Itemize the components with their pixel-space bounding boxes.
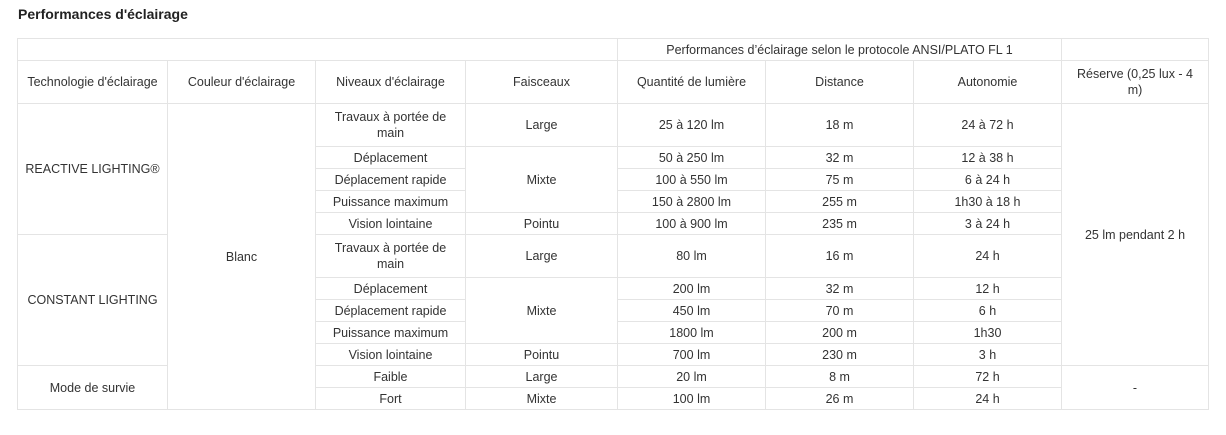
distance-cell: 16 m <box>766 235 914 278</box>
niveau-cell: Travaux à portée de main <box>316 104 466 147</box>
distance-cell: 255 m <box>766 191 914 213</box>
niveau-cell: Fort <box>316 388 466 410</box>
header-quantite: Quantité de lumière <box>618 61 766 104</box>
niveau-cell: Vision lointaine <box>316 213 466 235</box>
faisceau-cell: Pointu <box>466 213 618 235</box>
faisceau-cell: Mixte <box>466 278 618 344</box>
quantite-cell: 20 lm <box>618 366 766 388</box>
autonomie-cell: 6 à 24 h <box>914 169 1062 191</box>
distance-cell: 32 m <box>766 278 914 300</box>
quantite-cell: 1800 lm <box>618 322 766 344</box>
faisceau-cell: Mixte <box>466 147 618 213</box>
autonomie-cell: 24 à 72 h <box>914 104 1062 147</box>
header-niveaux: Niveaux d'éclairage <box>316 61 466 104</box>
autonomie-cell: 24 h <box>914 235 1062 278</box>
page-title: Performances d'éclairage <box>18 6 188 22</box>
column-header-row <box>18 61 1209 104</box>
niveau-cell: Faible <box>316 366 466 388</box>
quantite-cell: 450 lm <box>618 300 766 322</box>
autonomie-cell: 3 à 24 h <box>914 213 1062 235</box>
niveau-cell: Déplacement rapide <box>316 300 466 322</box>
faisceau-cell: Pointu <box>466 344 618 366</box>
distance-cell: 230 m <box>766 344 914 366</box>
distance-cell: 32 m <box>766 147 914 169</box>
header-distance: Distance <box>766 61 914 104</box>
faisceau-cell: Large <box>466 235 618 278</box>
table-row <box>18 104 1209 147</box>
quantite-cell: 700 lm <box>618 344 766 366</box>
distance-cell: 8 m <box>766 366 914 388</box>
header-faisceaux: Faisceaux <box>466 61 618 104</box>
group-header-row <box>18 39 1209 61</box>
niveau-cell: Déplacement rapide <box>316 169 466 191</box>
quantite-cell: 100 à 550 lm <box>618 169 766 191</box>
faisceau-cell: Large <box>466 104 618 147</box>
autonomie-cell: 12 h <box>914 278 1062 300</box>
distance-cell: 235 m <box>766 213 914 235</box>
quantite-cell: 25 à 120 lm <box>618 104 766 147</box>
autonomie-cell: 3 h <box>914 344 1062 366</box>
distance-cell: 18 m <box>766 104 914 147</box>
group-header-cell: Performances d’éclairage selon le protocole ANSI/PLATO FL 1 <box>618 39 1062 61</box>
autonomie-cell: 12 à 38 h <box>914 147 1062 169</box>
header-couleur: Couleur d'éclairage <box>168 61 316 104</box>
niveau-cell: Déplacement <box>316 278 466 300</box>
empty-header-cell <box>18 39 618 61</box>
autonomie-cell: 1h30 à 18 h <box>914 191 1062 213</box>
autonomie-cell: 72 h <box>914 366 1062 388</box>
niveau-cell: Déplacement <box>316 147 466 169</box>
quantite-cell: 200 lm <box>618 278 766 300</box>
technology-cell-reactive: REACTIVE LIGHTING® <box>18 104 168 235</box>
quantite-cell: 100 à 900 lm <box>618 213 766 235</box>
niveau-cell: Travaux à portée de main <box>316 235 466 278</box>
technology-cell-survie: Mode de survie <box>18 366 168 410</box>
performance-table <box>17 38 1209 410</box>
faisceau-cell: Large <box>466 366 618 388</box>
reserve-cell-survie: - <box>1062 366 1209 410</box>
distance-cell: 26 m <box>766 388 914 410</box>
autonomie-cell: 6 h <box>914 300 1062 322</box>
header-reserve: Réserve (0,25 lux - 4 m) <box>1062 61 1209 104</box>
niveau-cell: Puissance maximum <box>316 191 466 213</box>
autonomie-cell: 24 h <box>914 388 1062 410</box>
quantite-cell: 100 lm <box>618 388 766 410</box>
quantite-cell: 80 lm <box>618 235 766 278</box>
niveau-cell: Puissance maximum <box>316 322 466 344</box>
quantite-cell: 50 à 250 lm <box>618 147 766 169</box>
header-technologie: Technologie d'éclairage <box>18 61 168 104</box>
niveau-cell: Vision lointaine <box>316 344 466 366</box>
distance-cell: 75 m <box>766 169 914 191</box>
reserve-cell: 25 lm pendant 2 h <box>1062 104 1209 366</box>
header-autonomie: Autonomie <box>914 61 1062 104</box>
distance-cell: 200 m <box>766 322 914 344</box>
couleur-cell: Blanc <box>168 104 316 410</box>
empty-header-cell <box>1062 39 1209 61</box>
distance-cell: 70 m <box>766 300 914 322</box>
quantite-cell: 150 à 2800 lm <box>618 191 766 213</box>
autonomie-cell: 1h30 <box>914 322 1062 344</box>
technology-cell-constant: CONSTANT LIGHTING <box>18 235 168 366</box>
faisceau-cell: Mixte <box>466 388 618 410</box>
